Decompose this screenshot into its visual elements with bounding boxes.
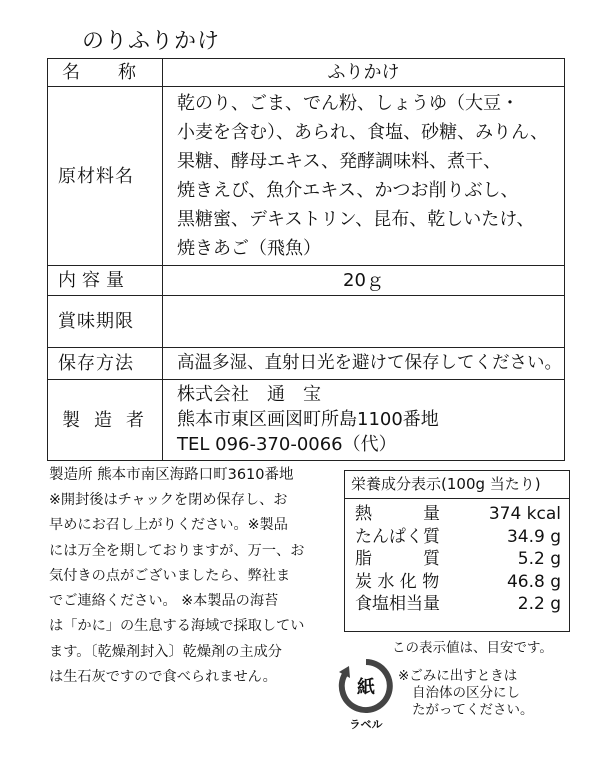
note-line: 気付きの点がございましたら、弊社ま [49, 567, 291, 584]
note-line: には万全を期しておりますが、万一、お [49, 542, 305, 559]
factory-address: 製造所 熊本市南区海路口町3610番地 [49, 467, 294, 483]
nutrition-header: 栄養成分表示(100g 当たり) [345, 471, 569, 499]
footer-notes [49, 464, 339, 690]
note-line: でご連絡ください。 ※本製品の海苔 [49, 593, 279, 610]
recycle-mark-char: 紙 [357, 677, 375, 698]
nutrient-value: 2.2 g [517, 594, 561, 614]
disclaimer: この表示値は、目安です。 [392, 640, 553, 656]
nutrient-value: 374 kcal [488, 504, 561, 524]
name-row [48, 59, 565, 87]
content-row [48, 266, 565, 296]
nutrition-table [344, 470, 570, 632]
nutrition-row [345, 548, 569, 571]
storage-label: 保存方法 [48, 348, 163, 380]
note-line: ます。〔乾燥剤封入〕乾燥剤の主成分 [49, 643, 282, 660]
ingredients-line: 焼きあご（飛魚） [177, 238, 321, 259]
note-line: は生石灰ですので食べられません。 [49, 669, 277, 686]
disposal-line: 自治体の区分にし [412, 685, 520, 701]
nutrient-name: 炭 水 化 物 [355, 571, 440, 592]
maker-company: 株式会社 通 宝 [177, 384, 321, 405]
content-label: 内容量 [48, 266, 163, 296]
nutrient-name: たんぱく質 [355, 526, 440, 547]
nutrient-value: 46.8 g [506, 571, 561, 592]
maker-phone: TEL 096-370-0066（代） [177, 434, 397, 455]
ingredients-line: 黒糖蜜、デキストリン、昆布、乾しいたけ、 [177, 209, 535, 230]
product-title: のりふりかけ [82, 29, 221, 54]
disposal-note [398, 668, 534, 719]
recycle-mark-label: ラベル [349, 718, 383, 731]
ingredients-line: 果糖、酵母エキス、発酵調味料、煮干、 [177, 151, 502, 172]
expiry-row [48, 296, 565, 348]
maker-address: 熊本市東区画図町所島1100番地 [177, 409, 439, 430]
nutrient-name: 熱 量 [355, 504, 440, 524]
nutrition-row [345, 503, 569, 526]
paper-recycle-icon [337, 656, 395, 734]
nutrient-name: 食塩相当量 [355, 594, 440, 614]
expiry-value [163, 296, 565, 348]
ingredients-row [48, 87, 565, 266]
name-label: 名 称 [48, 59, 163, 87]
ingredients-line: 乾のり、ごま、でん粉、しょうゆ（大豆・ [177, 93, 519, 114]
maker-value [163, 380, 565, 461]
nutrient-name: 脂 質 [355, 549, 440, 569]
expiry-label: 賞味期限 [48, 296, 163, 348]
content-value: 20ｇ [163, 266, 565, 296]
disposal-line: たがってください。 [412, 702, 534, 718]
ingredients-value [163, 87, 565, 266]
ingredients-label: 原材料名 [48, 87, 163, 266]
note-line: ※開封後はチャックを閉め保存し、お [49, 492, 288, 508]
maker-label: 製造者 [48, 380, 163, 461]
ingredients-line: 小麦を含む）、あられ、食塩、砂糖、みりん、 [177, 122, 549, 143]
nutrition-row [345, 526, 569, 549]
nutrition-row [345, 593, 569, 616]
label-table [47, 58, 565, 461]
notes-block [49, 488, 339, 690]
disposal-line: ※ごみに出すときは [398, 668, 518, 684]
nutrient-value: 5.2 g [517, 549, 561, 569]
note-line: 早めにお召し上がりください。※製品 [49, 517, 288, 534]
note-line: は「かに」の生息する海域で採取してい [49, 618, 305, 635]
maker-row [48, 380, 565, 461]
storage-value: 高温多湿、直射日光を避けて保存してください。 [163, 348, 565, 380]
nutrient-value: 34.9 g [506, 526, 561, 547]
ingredients-line: 焼きえび、魚介エキス、かつお削りぶし、 [177, 180, 519, 201]
name-value: ふりかけ [163, 59, 565, 87]
storage-row [48, 348, 565, 380]
nutrition-row [345, 571, 569, 594]
